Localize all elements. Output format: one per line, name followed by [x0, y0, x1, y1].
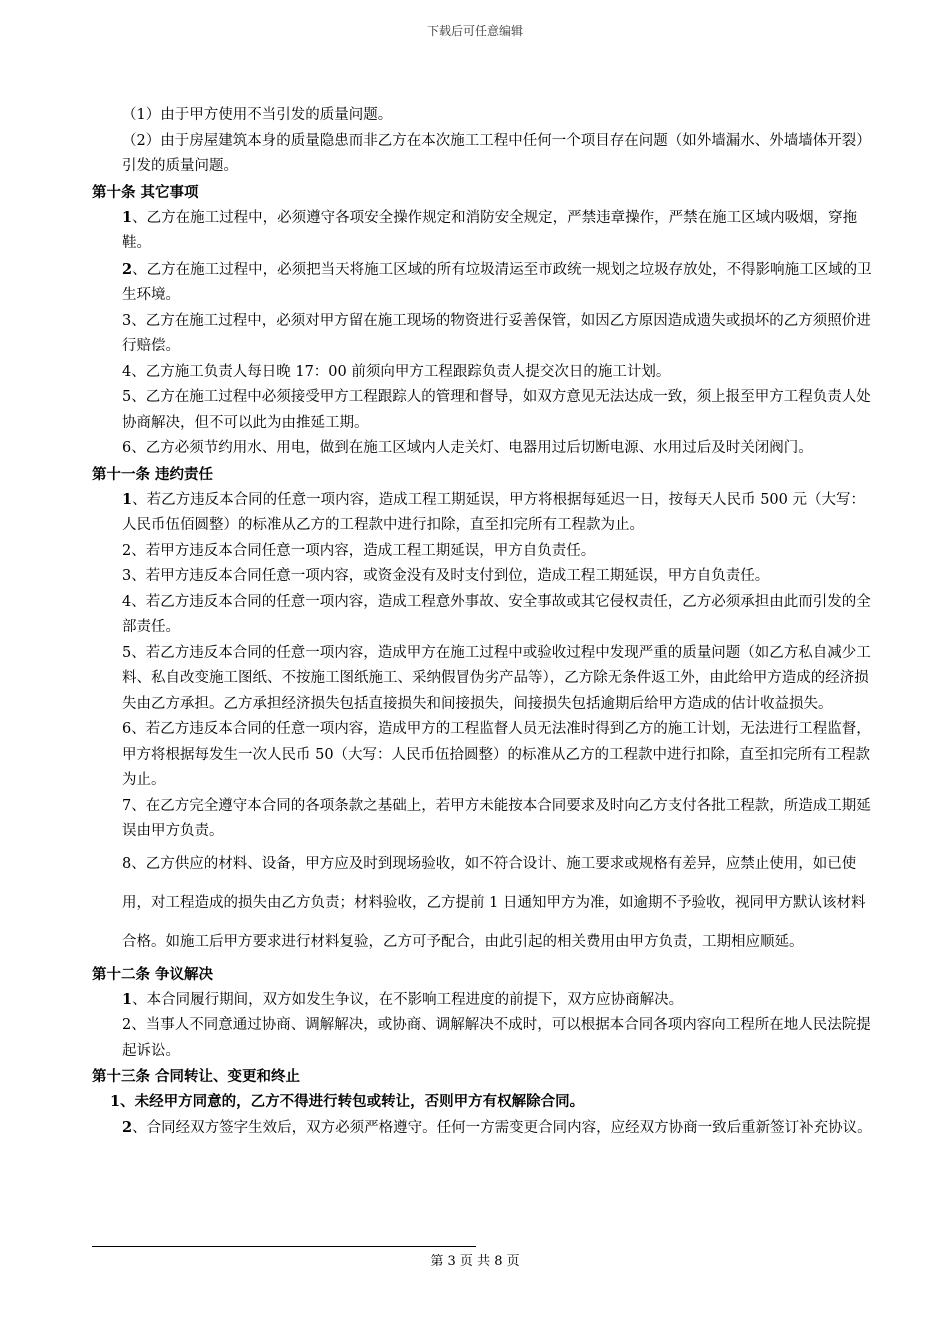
item-number: 1	[122, 208, 133, 226]
item-text: 、当事人不同意通过协商、调解解决，或协商、调解解决不成时，可以根据本合同各项内容向工程所在地人民法院提起诉讼。	[122, 1017, 871, 1059]
item-number: 6	[122, 721, 132, 737]
item-number: 7	[122, 797, 132, 814]
page-header: 下载后可任意编辑	[426, 24, 523, 38]
item-text: 、乙方在施工过程中，必须把当天将施工区域的所有垃圾清运至市政统一规划之垃圾存放处，不得影响施工区域的卫生环境。	[122, 261, 872, 303]
item-number: 1	[122, 990, 133, 1008]
section-title-12: 第十二条 争议解决	[92, 965, 214, 983]
section-title-11: 第十一条 违约责任	[92, 465, 214, 483]
item-number: 2	[122, 260, 133, 278]
clause-paragraph: （2）由于房屋建筑本身的质量隐患而非乙方在本次施工工程中任何一个项目存在问题（如外墙漏水、外墙墙体开裂）引发的质量问题。	[122, 132, 871, 174]
list-item-8: 8、乙方供应的材料、设备，甲方应及时到现场验收，如不符合设计、施工要求或规格有差异，应禁止使用，如已使用，对工程造成的损失由乙方负责；材料验收，乙方提前 1 日通知甲方为准，如逾期不予验收，视同甲方默认该材料合格。如施工后甲方要求进行材料复验，乙方可予配合，由此引起的相关费用由甲方负责，工期相应顺延。	[122, 855, 866, 950]
list-item	[92, 539, 872, 565]
item-number: 3	[122, 568, 132, 584]
list-item	[92, 360, 872, 386]
item-text: 、若乙方违反本合同的任意一项内容，造成工程工期延误，甲方将根据每延迟一日，按每天人民币 500 元（大写：人民币伍佰圆整）的标准从乙方的工程款中进行扣除，直至扣完所有工程款为止。	[122, 491, 865, 533]
list-item	[92, 590, 872, 641]
item-number: 2	[122, 1118, 133, 1136]
list-item	[92, 309, 872, 360]
item-text: 、乙方在施工过程中，必须遵守各项安全操作规定和消防安全规定，严禁违章操作，严禁在施工区域内吸烟，穿拖鞋。	[122, 209, 858, 251]
item-number: 2	[122, 1017, 132, 1033]
item-text: 、本合同履行期间，双方如发生争议，在不影响工程进度的前提下，双方应协商解决。	[132, 991, 684, 1008]
list-item	[92, 794, 872, 845]
list-item	[92, 1013, 872, 1064]
item-number: 3	[122, 312, 132, 329]
section-title-10: 第十条 其它事项	[92, 183, 199, 201]
list-item	[92, 564, 872, 590]
item-number: 2	[122, 542, 132, 559]
bold-list-item: 1、未经甲方同意的，乙方不得进行转包或转让，否则甲方有权解除合同。	[110, 1093, 585, 1110]
item-number: 1	[122, 490, 133, 508]
list-item	[92, 1115, 872, 1142]
list-item	[92, 487, 872, 539]
list-item	[92, 987, 872, 1014]
clause-paragraph: （1）由于甲方使用不当引发的质量问题。	[122, 107, 393, 123]
item-number: 4	[122, 363, 132, 380]
list-item	[92, 205, 872, 257]
item-text: 、乙方在施工过程中，必须对甲方留在施工现场的物资进行妥善保管，如因乙方原因造成遗失或损坏的乙方须照价进行赔偿。	[122, 312, 871, 354]
list-item	[92, 436, 872, 462]
list-item	[92, 717, 872, 794]
item-text: 、若乙方违反本合同的任意一项内容，造成工程意外事故、安全事故或其它侵权责任，乙方必须承担由此而引发的全部责任。	[122, 593, 871, 635]
item-number: 4	[122, 593, 132, 610]
list-item	[92, 257, 872, 309]
document-body	[92, 103, 872, 1141]
item-text: 、若甲方违反本合同任意一项内容，造成工程工期延误，甲方自负责任。	[131, 542, 596, 559]
list-item	[92, 641, 872, 718]
item-text: 、乙方必须节约用水、用电，做到在施工区域内人走关灯、电器用过后切断电源、水用过后及时关闭阀门。	[131, 440, 813, 456]
item-number: 6	[122, 440, 132, 456]
item-text: 、合同经双方签字生效后，双方必须严格遵守。任何一方需变更合同内容，应经双方协商一致后重新签订补充协议。	[132, 1119, 872, 1136]
item-text: 、在乙方完全遵守本合同的各项条款之基础上，若甲方未能按本合同要求及时向乙方支付各批工程款，所造成工期延误由甲方负责。	[122, 797, 871, 839]
page-number: 第 3 页 共 8 页	[430, 1254, 520, 1269]
item-text: 、乙方施工负责人每日晚 17：00 前须向甲方工程跟踪负责人提交次日的施工计划。	[131, 363, 671, 380]
item-text: 、若甲方违反本合同任意一项内容，或资金没有及时支付到位，造成工程工期延误，甲方自负责任。	[131, 568, 770, 584]
item-number: 5	[122, 389, 132, 405]
section-title-13: 第十三条 合同转让、变更和终止	[92, 1068, 301, 1085]
item-text: 、若乙方违反本合同的任意一项内容，造成甲方在施工过程中或验收过程中发现严重的质量问题（如乙方私自减少工料、私自改变施工图纸、不按施工图纸施工、采纳假冒伪劣产品等），乙方除无条件返工外，由此给甲方造成的经济损失由乙方承担。乙方承担经济损失包括直接损失和间接损失，间接损失包括逾期后给甲方造成的估计收益损失。	[122, 644, 871, 712]
item-number: 5	[122, 644, 132, 661]
footer-divider	[92, 1246, 476, 1247]
item-text: 、乙方在施工过程中必须接受甲方工程跟踪人的管理和督导，如双方意见无法达成一致，须上报至甲方工程负责人处协商解决，但不可以此为由推延工期。	[122, 389, 871, 431]
list-item	[92, 385, 872, 436]
item-text: 、若乙方违反本合同的任意一项内容，造成甲方的工程监督人员无法准时得到乙方的施工计划，无法进行工程监督，甲方将根据每发生一次人民币 50（大写：人民币伍拾圆整）的标准从乙方的工程款中进行扣除，直至扣完所有工程款为止。	[122, 721, 871, 788]
